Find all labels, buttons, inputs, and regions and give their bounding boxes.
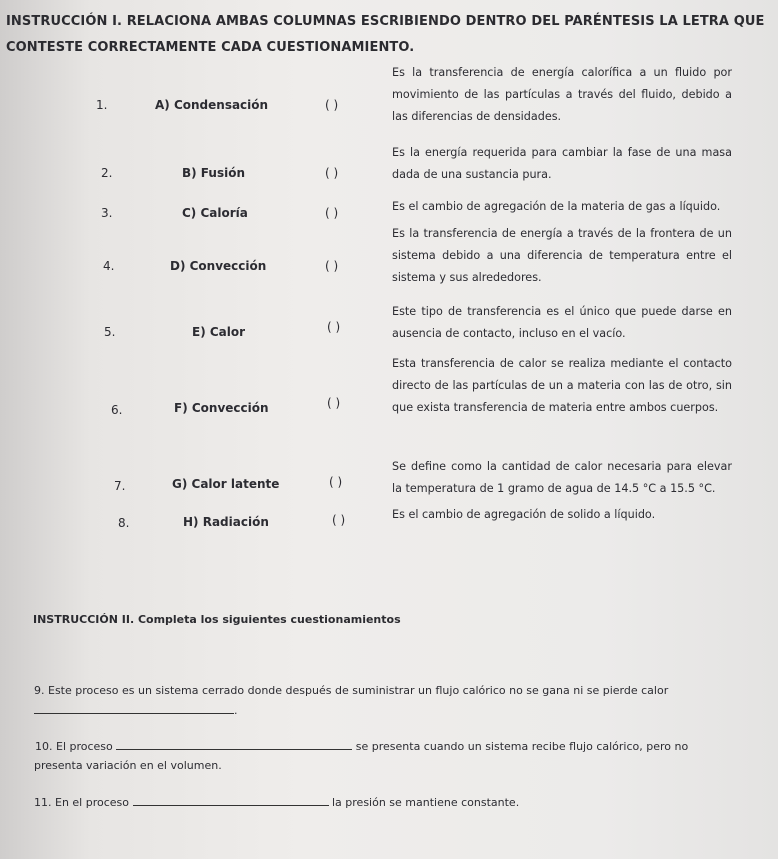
- row-description: Es el cambio de agregación de la materia de gas a líquido.: [392, 200, 721, 213]
- option-label: B) Fusión: [182, 166, 245, 180]
- row-description: Es la energía requerida para cambiar la fase de una masa dada de una sustancia pura.: [392, 146, 732, 181]
- answer-parenthesis[interactable]: ( ): [329, 475, 343, 489]
- row-description: Es el cambio de agregación de solido a líquido.: [392, 508, 656, 521]
- option-label: C) Caloría: [182, 206, 248, 220]
- row-number: 1.: [96, 98, 108, 112]
- option-label: F) Convección: [174, 401, 269, 415]
- answer-parenthesis[interactable]: ( ): [325, 166, 339, 180]
- question-11-prefix: 11. En el proceso: [34, 796, 129, 809]
- option-label: A) Condensación: [155, 98, 269, 112]
- row-number: 5.: [104, 325, 116, 339]
- row-description: Este tipo de transferencia es el único que puede darse en ausencia de contacto, incluso en el vacío.: [392, 305, 732, 340]
- question-11: [34, 795, 519, 809]
- question-9-blank[interactable]: [34, 703, 234, 714]
- instruction-2-title: INSTRUCCIÓN II. Completa los siguientes cuestionamientos: [33, 613, 401, 626]
- row-number: 2.: [101, 166, 113, 180]
- question-10-suffix: se presenta cuando un sistema recibe flujo calórico, pero no: [355, 740, 689, 753]
- question-9: [34, 684, 668, 697]
- option-label: H) Radiación: [183, 515, 269, 529]
- question-9-text: 9. Este proceso es un sistema cerrado donde después de suministrar un flujo calórico no se gana ni se pierde calor: [34, 684, 669, 697]
- option-label: E) Calor: [192, 325, 246, 339]
- row-description: Es la transferencia de energía a través de la frontera de un sistema debido a una diferencia de temperatura entre el sistema y sus alrededores.: [392, 227, 732, 284]
- question-10-blank[interactable]: [116, 739, 352, 750]
- row-description: Se define como la cantidad de calor necesaria para elevar la temperatura de 1 gramo de agua de 14.5 °C a 15.5 °C.: [392, 460, 732, 495]
- row-number: 4.: [103, 259, 115, 273]
- question-11-blank[interactable]: [133, 795, 329, 806]
- row-number: 3.: [101, 206, 113, 220]
- row-number: 7.: [114, 479, 126, 493]
- question-10: [35, 739, 688, 753]
- option-label: D) Convección: [170, 259, 267, 273]
- answer-parenthesis[interactable]: ( ): [325, 259, 339, 273]
- answer-parenthesis[interactable]: ( ): [327, 396, 341, 410]
- answer-parenthesis[interactable]: ( ): [325, 206, 339, 220]
- question-10-line-2: presenta variación en el volumen.: [34, 759, 222, 772]
- question-11-suffix: la presión se mantiene constante.: [332, 796, 520, 809]
- row-description: Esta transferencia de calor se realiza mediante el contacto directo de las partículas de un a materia con las de otro, sin que exista transferencia de materia entre ambos cuerpos.: [392, 357, 732, 414]
- instruction-1-title: INSTRUCCIÓN I. RELACIONA AMBAS COLUMNAS ESCRIBIENDO DENTRO DEL PARÉNTESIS LA LETRA QUE CONTESTE CORRECTAMENTE CADA CUESTIONAMIENTO.: [6, 14, 765, 55]
- question-10-prefix: 10. El proceso: [35, 740, 113, 753]
- answer-parenthesis[interactable]: ( ): [327, 320, 341, 334]
- answer-parenthesis[interactable]: ( ): [325, 98, 339, 112]
- question-9-end: .: [234, 704, 238, 717]
- row-number: 6.: [111, 403, 123, 417]
- option-label: G) Calor latente: [172, 477, 280, 491]
- row-number: 8.: [118, 516, 130, 530]
- question-9-answer-line: [34, 703, 238, 717]
- answer-parenthesis[interactable]: ( ): [332, 513, 346, 527]
- row-description: Es la transferencia de energía calorífica a un fluido por movimiento de las partículas a través del fluido, debido a las diferencias de densidades.: [392, 66, 732, 123]
